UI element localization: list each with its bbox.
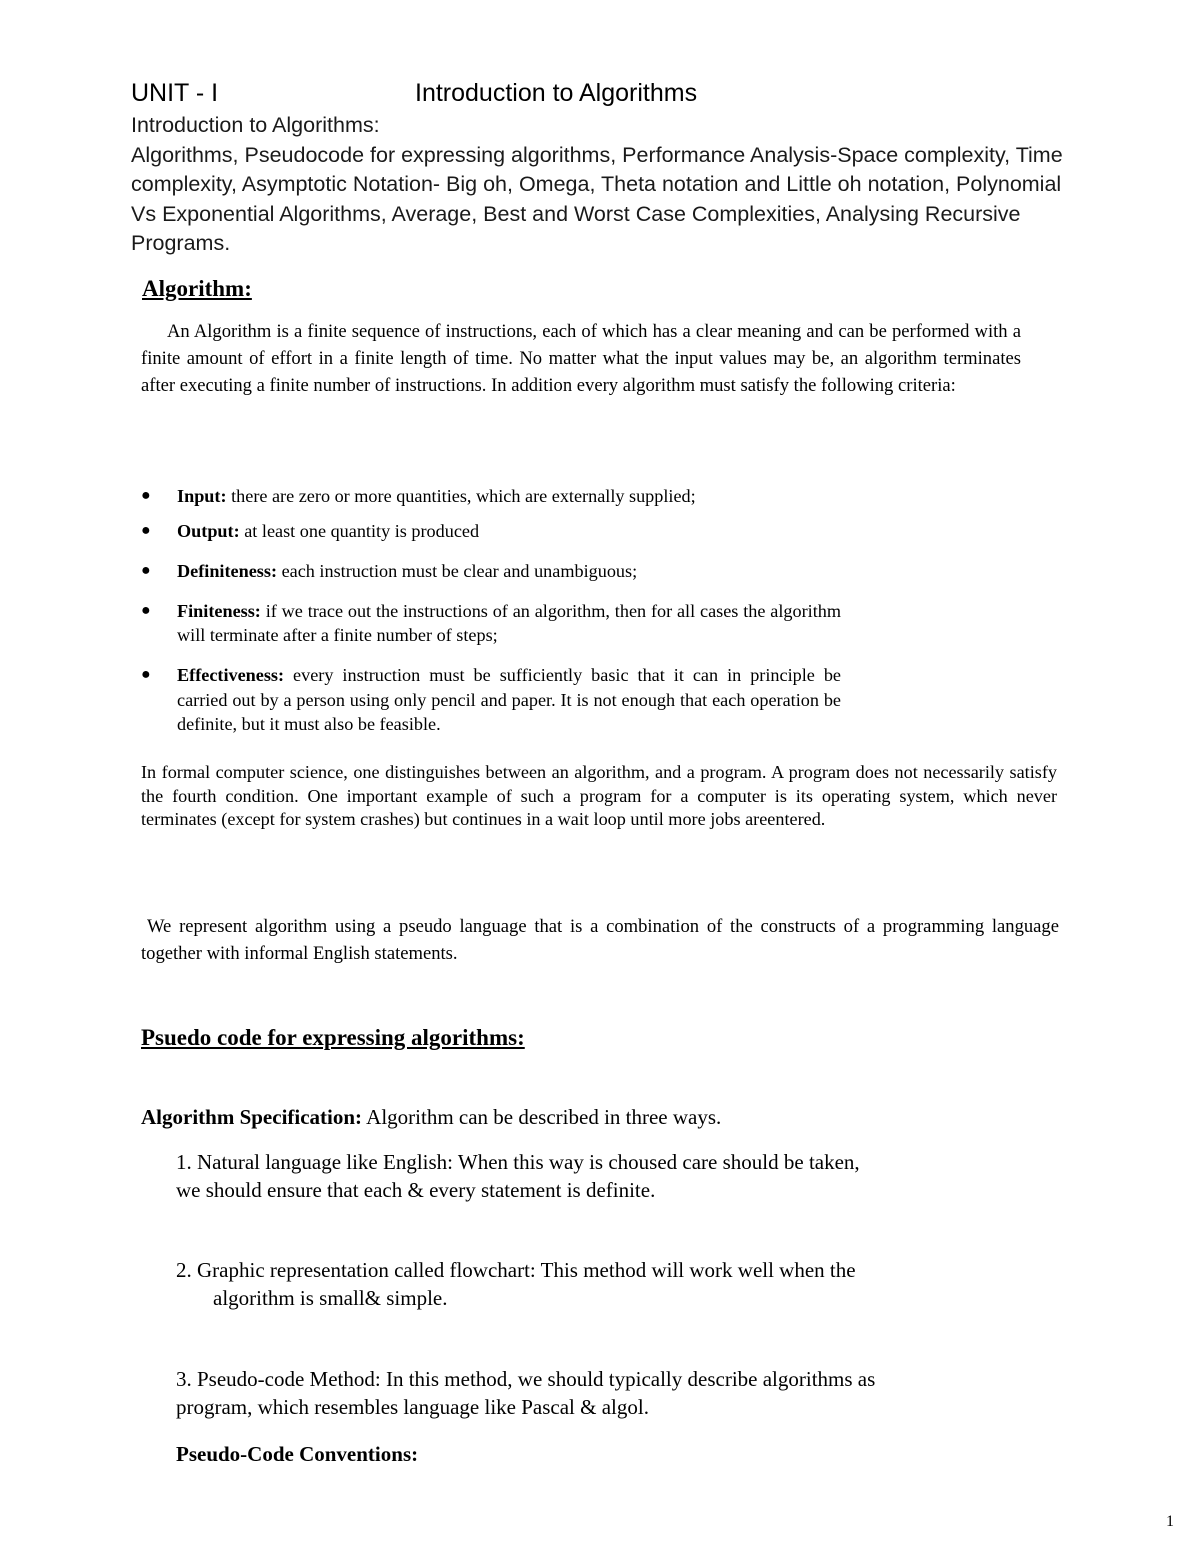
criterion-label: Input: [177,486,227,506]
method-line: we should ensure that each & every statement is definite. [176,1178,656,1202]
intro-block [131,111,1071,259]
spec-label: Algorithm Specification: [141,1105,363,1129]
algorithm-definition: An Algorithm is a finite sequence of instructions, each of which has a clear meaning and can be performed with a finite amount of effort in a finite length of time. No matter what the input values may be, an algorithm terminates after executing a finite number of instructions. In addition every algorithm must satisfy the following criteria: [141,321,1021,396]
list-item [141,599,841,648]
algorithm-heading: Algorithm: [142,276,252,301]
criterion-text: if we trace out the instructions of an algorithm, then for all cases the algorithm will terminate after a finite number of steps; [177,600,841,645]
algorithm-specification [141,1103,721,1131]
method-item [176,1365,996,1421]
criteria-list [141,484,841,752]
intro-heading: Introduction to Algorithms: [131,113,380,137]
bullet-icon: ● [141,601,151,619]
list-item [141,559,841,584]
representation-note: We represent algorithm using a pseudo language that is a combination of the constructs of a programming language together with informal English statements. [141,916,1059,964]
list-item [141,484,841,509]
formal-note: In formal computer science, one distinguishes between an algorithm, and a program. A program does not necessarily satisfy the fourth condition. One important example of such a program for a computer is its operating system, which never terminates (except for system crashes) but continues in a wait loop until more jobs areentered. [141,762,1057,830]
unit-label: UNIT - I [131,79,219,107]
bullet-icon: ● [141,487,151,504]
method-line: program, which resembles language like Pascal & algol. [176,1395,649,1419]
bullet-icon: ● [141,666,151,683]
criterion-text: every instruction must be sufficiently basic that it can in principle be carried out by a person using only pencil and paper. It is not enough that each operation be definite, but it must also be feasible. [177,665,841,734]
conventions-heading: Pseudo-Code Conventions: [176,1442,419,1466]
bullet-icon: ● [141,561,151,579]
method-line: 2. Graphic representation called flowchart: This method will work well when the [176,1258,856,1282]
criterion-text: each instruction must be clear and unambiguous; [277,560,638,581]
method-item [176,1256,976,1312]
criterion-label: Definiteness: [177,560,278,581]
list-item [141,663,841,737]
method-line: 3. Pseudo-code Method: In this method, we should typically describe algorithms as [176,1367,876,1391]
pseudocode-heading: Psuedo code for expressing algorithms: [141,1025,525,1050]
page-number: 1 [1166,1513,1174,1530]
method-item [176,1148,976,1204]
criterion-label: Effectiveness: [177,665,285,685]
criterion-text: at least one quantity is produced [239,520,480,541]
criterion-label: Finiteness: [177,600,261,621]
unit-title: Introduction to Algorithms [415,79,698,107]
method-line: algorithm is small& simple. [213,1286,448,1310]
bullet-icon: ● [141,521,151,539]
criterion-text: there are zero or more quantities, which are externally supplied; [226,486,696,506]
method-line: 1. Natural language like English: When this way is choused care should be taken, [176,1150,860,1174]
list-item [141,519,841,544]
spec-text: Algorithm can be described in three ways. [362,1105,722,1129]
criterion-label: Output: [177,520,240,541]
intro-topics: Algorithms, Pseudocode for expressing algorithms, Performance Analysis-Space complexity, Time complexity, Asymptotic Notation- Big oh, Omega, Theta notation and Little oh notation, Polynomial Vs Exponential Algorithms, Average, Best and Worst Case Complexities, Analysing Recursive Programs. [131,142,1063,256]
